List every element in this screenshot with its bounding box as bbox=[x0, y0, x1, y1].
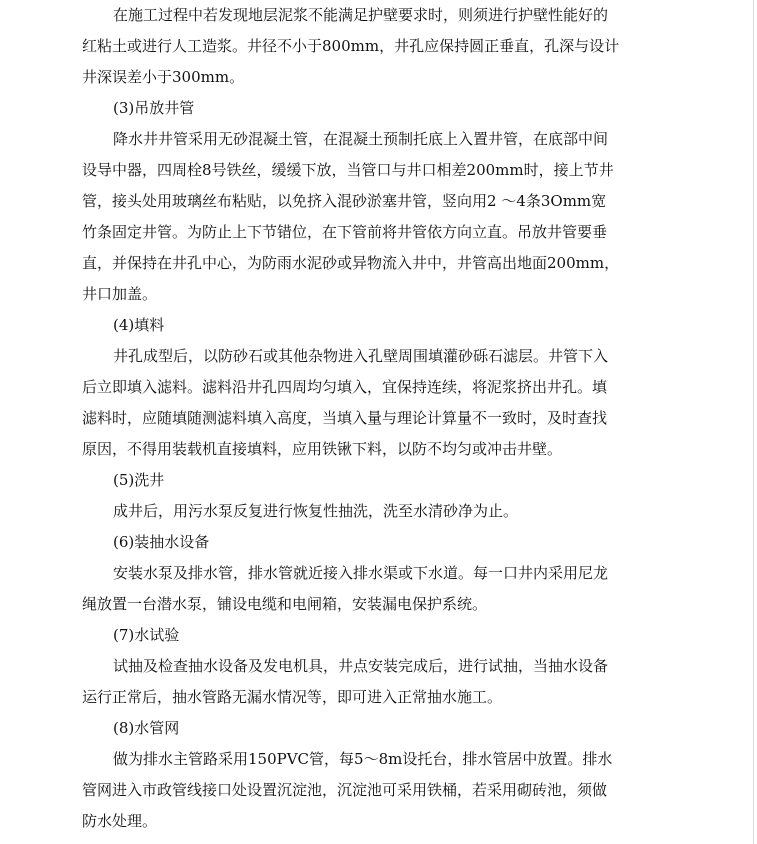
paragraph bbox=[82, 496, 642, 527]
paragraph-line: 绳放置一台潜水泵，铺设电缆和电闸箱，安装漏电保护系统。 bbox=[82, 595, 488, 613]
paragraph-line: 竹条固定井管。为防止上下节错位，在下管前将井管依方向立直。吊放井管要垂 bbox=[82, 223, 608, 241]
paragraph-line: 运行正常后，抽水管路无漏水情况等，即可进入正常抽水施工。 bbox=[82, 688, 503, 706]
paragraph bbox=[82, 558, 642, 620]
paragraph-line: 后立即填入滤料。滤料沿井孔四周均匀填入，宜保持连续，将泥浆挤出井孔。填 bbox=[82, 378, 608, 396]
paragraph-line: 成井后，用污水泵反复进行恢复性抽洗，洗至水清砂净为止。 bbox=[113, 502, 519, 520]
paragraph-line: 做为排水主管路采用150PVC管，每5～8m设托台，排水管居中放置。排水 bbox=[113, 750, 613, 768]
paragraph-line: 管，接头处用玻璃丝布粘贴，以免挤入混砂淤塞井管，竖向用2 ～4条3Omm宽 bbox=[82, 192, 607, 210]
paragraph-line: 滤料时，应随填随测滤料填入高度，当填入量与理论计算量不一致时，及时查找 bbox=[82, 409, 608, 427]
paragraph-line: 红粘土或进行人工造浆。井径不小于800mm，井孔应保持圆正垂直，孔深与设计 bbox=[82, 37, 620, 55]
paragraph bbox=[82, 341, 642, 465]
paragraph-line: 设导中器，四周栓8号铁丝，缓缓下放，当管口与井口相差200mm时，接上节井 bbox=[82, 161, 614, 179]
section-heading: (3)吊放井管 bbox=[113, 99, 195, 117]
section-heading: (8)水管网 bbox=[113, 719, 180, 737]
paragraph bbox=[82, 744, 642, 837]
section-heading: (4)填料 bbox=[113, 316, 165, 334]
paragraph-line: 直，并保持在井孔中心，为防雨水泥砂或异物流入井中，井管高出地面200mm， bbox=[82, 254, 620, 272]
paragraph-line: 防水处理。 bbox=[82, 812, 158, 830]
paragraph-line: 在施工过程中若发现地层泥浆不能满足护壁要求时，则须进行护壁性能好的 bbox=[113, 6, 609, 24]
paragraph bbox=[82, 124, 642, 310]
paragraph-line: 井深误差小于300mm。 bbox=[82, 68, 245, 86]
section-heading: (7)水试验 bbox=[113, 626, 180, 644]
paragraph-line: 井孔成型后，以防砂石或其他杂物进入孔壁周围填灌砂砾石滤层。井管下入 bbox=[113, 347, 609, 365]
section-heading: (5)洗井 bbox=[113, 471, 165, 489]
paragraph bbox=[82, 651, 642, 713]
paragraph-line: 降水井井管采用无砂混凝土管，在混凝土预制托底上入置井管，在底部中间 bbox=[113, 130, 609, 148]
paragraph-line: 井口加盖。 bbox=[82, 285, 158, 303]
paragraph-line: 管网进入市政管线接口处设置沉淀池，沉淀池可采用铁桶，若采用砌砖池，须做 bbox=[82, 781, 608, 799]
paragraph-line: 试抽及检查抽水设备及发电机具，井点安装完成后，进行试抽，当抽水设备 bbox=[113, 657, 609, 675]
paragraph bbox=[82, 0, 642, 93]
page-edge-divider bbox=[753, 0, 754, 844]
paragraph-line: 原因，不得用装载机直接填料，应用铁锹下料，以防不均匀或冲击井壁。 bbox=[82, 440, 563, 458]
section-heading: (6)装抽水设备 bbox=[113, 533, 210, 551]
paragraph-line: 安装水泵及排水管，排水管就近接入排水渠或下水道。每一口井内采用尼龙 bbox=[113, 564, 609, 582]
